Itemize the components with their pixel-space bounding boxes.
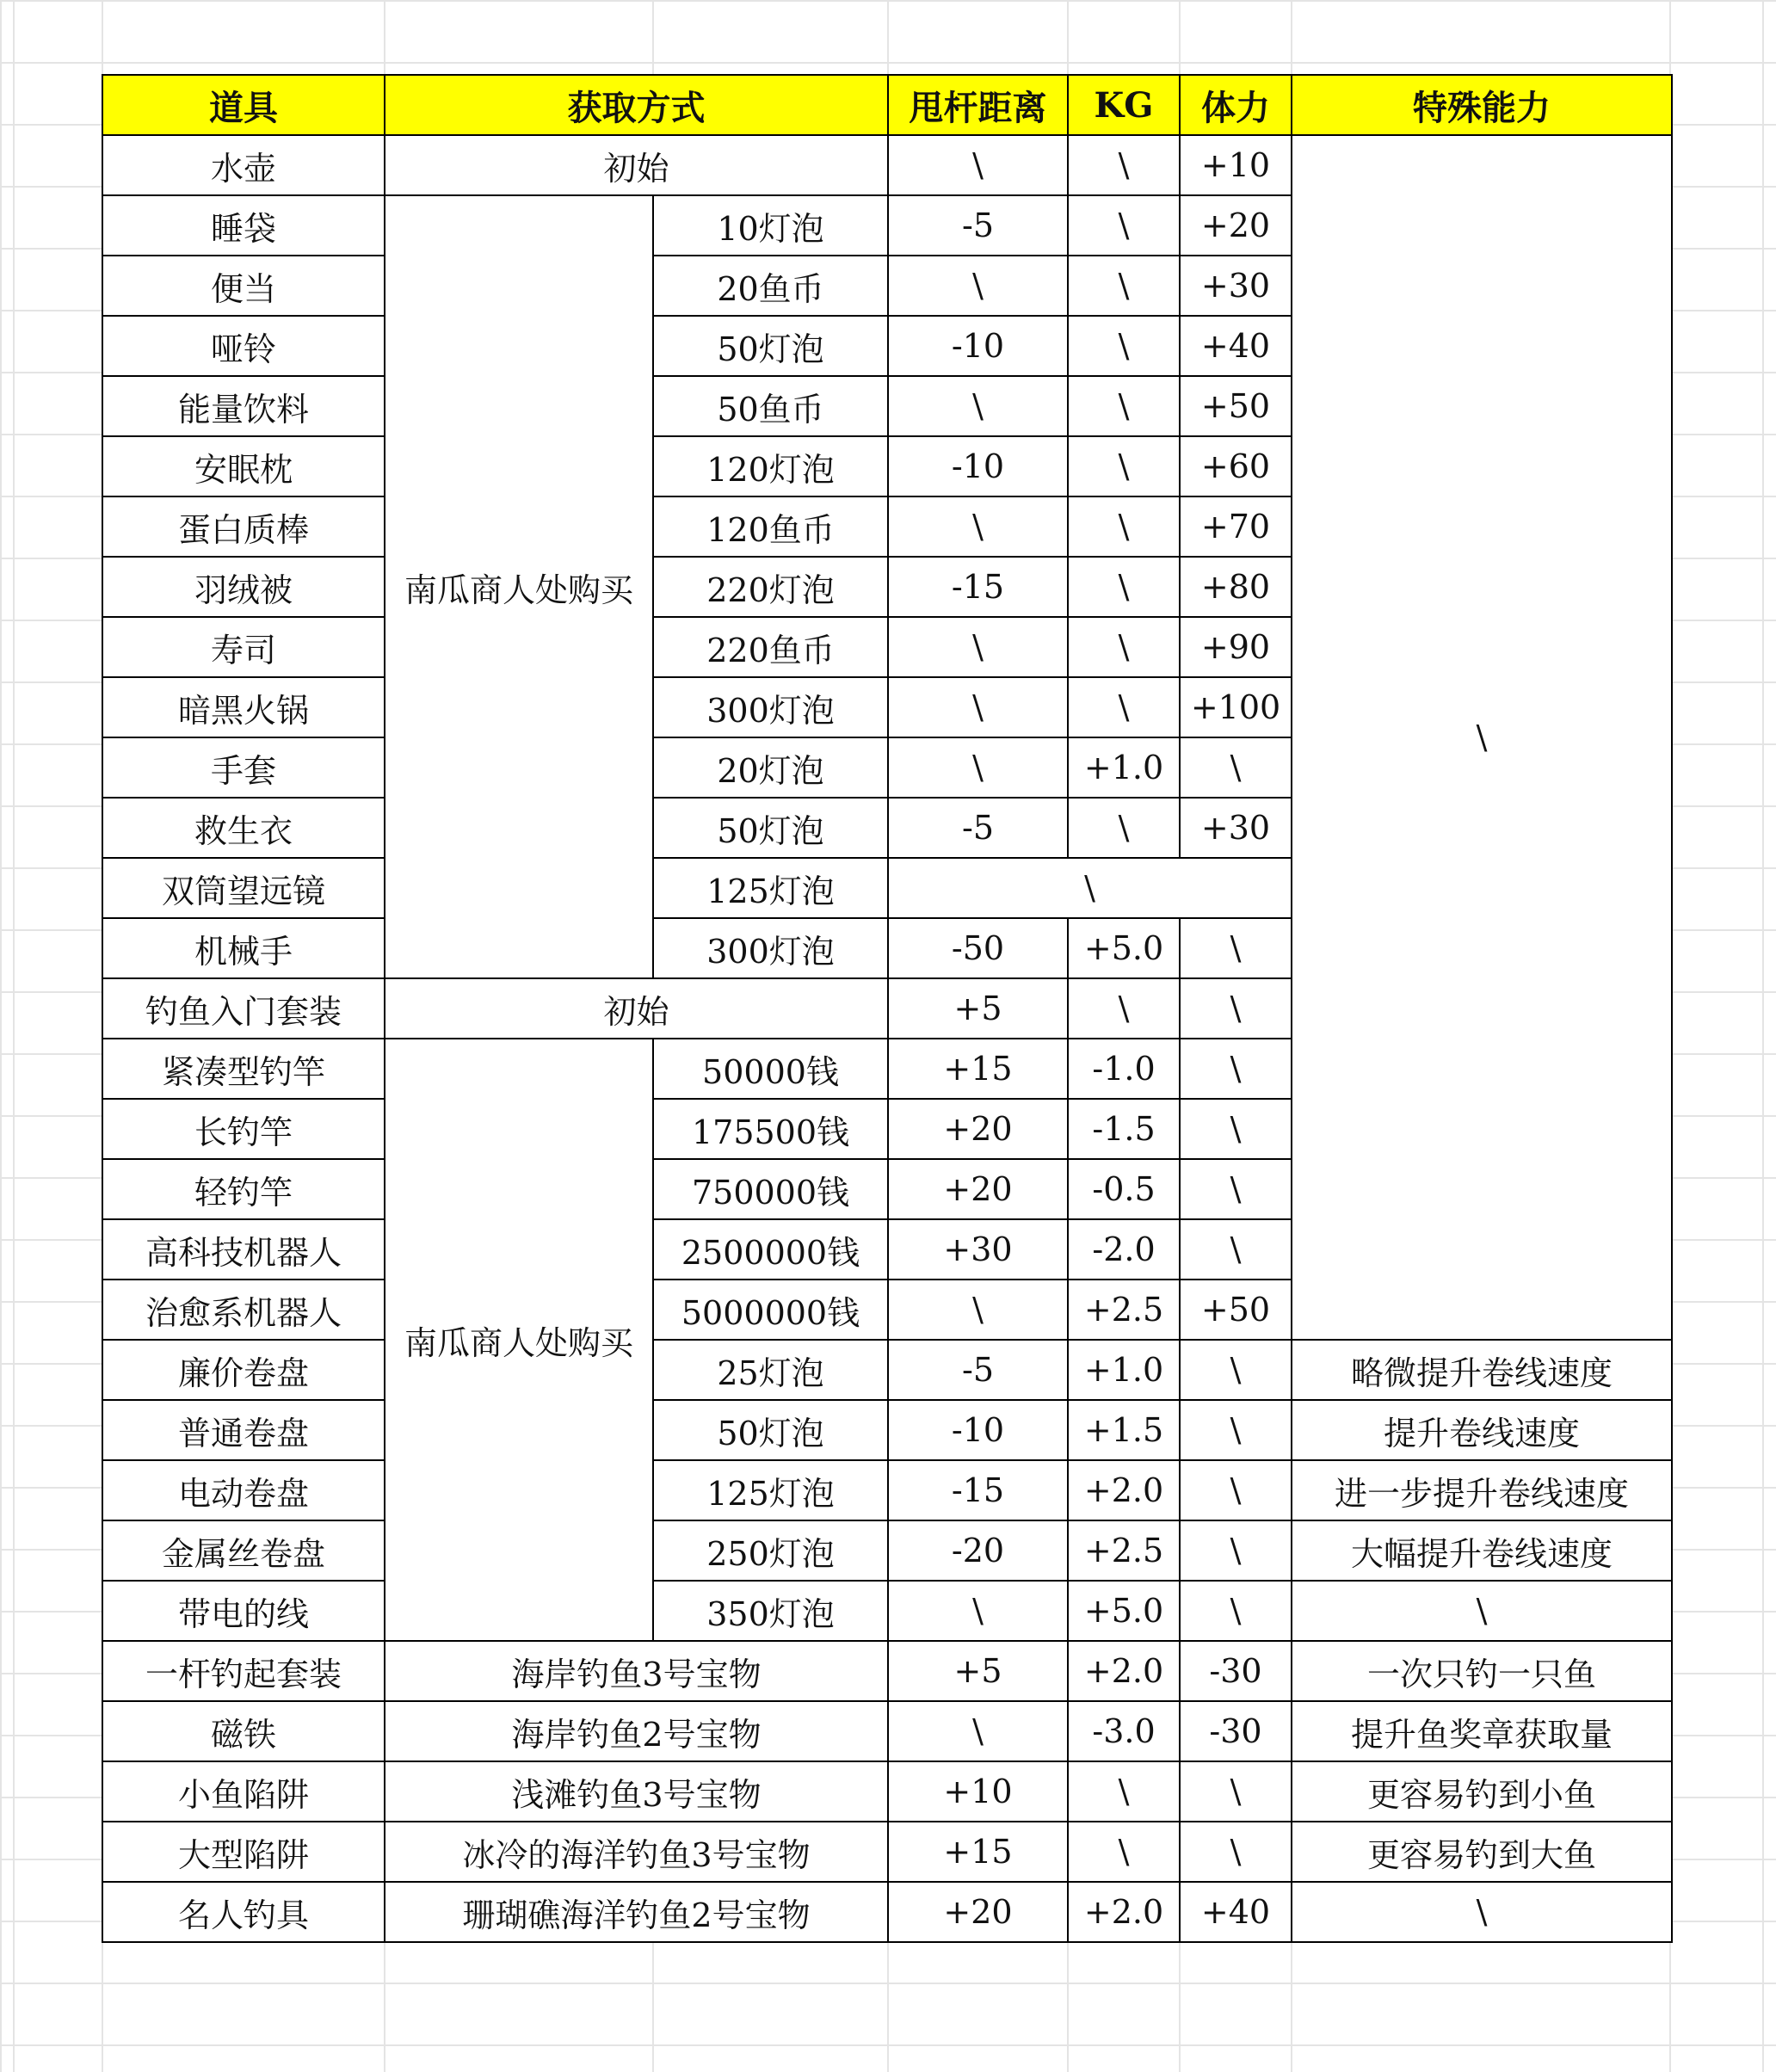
price-cell[interactable]: 220灯泡	[653, 557, 888, 617]
header-row	[102, 75, 1672, 135]
price-cell[interactable]: 300灯泡	[653, 918, 888, 978]
cast-cell[interactable]: \	[888, 617, 1068, 677]
kg-cell[interactable]: -1.5	[1068, 1099, 1180, 1159]
cast-cell[interactable]: -5	[888, 195, 1068, 256]
stamina-cell[interactable]: \	[1180, 1340, 1292, 1400]
stamina-cell[interactable]: +10	[1180, 135, 1292, 195]
price-cell[interactable]: 120鱼币	[653, 496, 888, 557]
price-cell[interactable]: 20鱼币	[653, 256, 888, 316]
stamina-cell[interactable]: +60	[1180, 436, 1292, 496]
kg-cell[interactable]: \	[1068, 316, 1180, 376]
kg-cell[interactable]: \	[1068, 677, 1180, 737]
price-cell[interactable]: 750000钱	[653, 1159, 888, 1219]
stamina-cell[interactable]: \	[1180, 737, 1292, 798]
item-cell[interactable]: 救生衣	[102, 798, 385, 858]
header-item[interactable]: 道具	[102, 75, 385, 135]
cast-cell[interactable]: \	[888, 677, 1068, 737]
kg-cell[interactable]: +2.0	[1068, 1641, 1180, 1701]
acquire-cell[interactable]: 珊瑚礁海洋钓鱼2号宝物	[385, 1882, 888, 1942]
stamina-cell[interactable]: \	[1180, 1039, 1292, 1099]
cast-cell[interactable]: \	[888, 496, 1068, 557]
price-cell[interactable]: 2500000钱	[653, 1219, 888, 1280]
kg-cell[interactable]: \	[1068, 496, 1180, 557]
table-row	[102, 1761, 1672, 1822]
item-cell[interactable]: 寿司	[102, 617, 385, 677]
stamina-cell[interactable]: +50	[1180, 1280, 1292, 1340]
item-cell[interactable]: 小鱼陷阱	[102, 1761, 385, 1822]
kg-cell[interactable]: +1.0	[1068, 1340, 1180, 1400]
item-cell[interactable]: 金属丝卷盘	[102, 1520, 385, 1581]
cast-cell[interactable]: -15	[888, 1460, 1068, 1520]
cast-cell[interactable]: +20	[888, 1099, 1068, 1159]
item-cell[interactable]: 机械手	[102, 918, 385, 978]
table-row	[102, 1460, 1672, 1520]
acquire-merged-cell[interactable]: 南瓜商人处购买	[385, 1039, 653, 1641]
item-cell[interactable]: 蛋白质棒	[102, 496, 385, 557]
item-cell[interactable]: 安眠枕	[102, 436, 385, 496]
cast-cell[interactable]: \	[888, 1701, 1068, 1761]
items-table	[102, 74, 1673, 1943]
stamina-cell[interactable]: \	[1180, 1159, 1292, 1219]
kg-cell[interactable]: \	[1068, 798, 1180, 858]
kg-cell[interactable]: +2.5	[1068, 1520, 1180, 1581]
cast-cell[interactable]: +10	[888, 1761, 1068, 1822]
sheet-gridline	[1762, 0, 1764, 2072]
stamina-cell[interactable]: +20	[1180, 195, 1292, 256]
item-cell[interactable]: 暗黑火锅	[102, 677, 385, 737]
header-cast-distance[interactable]: 甩杆距离	[888, 75, 1068, 135]
item-cell[interactable]: 双筒望远镜	[102, 858, 385, 918]
table-row	[102, 1882, 1672, 1942]
price-cell[interactable]: 220鱼币	[653, 617, 888, 677]
sheet-gridline	[13, 0, 15, 2072]
item-cell[interactable]: 电动卷盘	[102, 1460, 385, 1520]
ability-cell[interactable]: \	[1292, 1581, 1672, 1641]
table-row	[102, 1581, 1672, 1641]
table-row	[102, 1822, 1672, 1882]
ability-merged-cell[interactable]: \	[1292, 135, 1672, 1340]
price-cell[interactable]: 125灯泡	[653, 1460, 888, 1520]
price-cell[interactable]: 300灯泡	[653, 677, 888, 737]
kg-cell[interactable]: \	[1068, 195, 1180, 256]
price-cell[interactable]: 5000000钱	[653, 1280, 888, 1340]
price-cell[interactable]: 50灯泡	[653, 316, 888, 376]
cast-cell[interactable]: \	[888, 1581, 1068, 1641]
item-cell[interactable]: 轻钓竿	[102, 1159, 385, 1219]
price-cell[interactable]: 50000钱	[653, 1039, 888, 1099]
cast-cell[interactable]: \	[888, 1280, 1068, 1340]
stamina-cell[interactable]: +30	[1180, 256, 1292, 316]
ability-cell[interactable]: 提升卷线速度	[1292, 1400, 1672, 1460]
acquire-merged-cell[interactable]: 南瓜商人处购买	[385, 195, 653, 978]
table-row	[102, 1701, 1672, 1761]
stamina-cell[interactable]: \	[1180, 1761, 1292, 1822]
price-cell[interactable]: 350灯泡	[653, 1581, 888, 1641]
ability-cell[interactable]: 一次只钓一只鱼	[1292, 1641, 1672, 1701]
cast-cell[interactable]: +20	[888, 1882, 1068, 1942]
ability-cell[interactable]: 略微提升卷线速度	[1292, 1340, 1672, 1400]
item-cell[interactable]: 钓鱼入门套装	[102, 978, 385, 1039]
item-cell[interactable]: 高科技机器人	[102, 1219, 385, 1280]
kg-cell[interactable]: \	[1068, 376, 1180, 436]
cast-cell[interactable]: +5	[888, 978, 1068, 1039]
item-cell[interactable]: 睡袋	[102, 195, 385, 256]
cast-cell[interactable]: \	[888, 256, 1068, 316]
header-special-ability[interactable]: 特殊能力	[1292, 75, 1672, 135]
item-cell[interactable]: 哑铃	[102, 316, 385, 376]
item-cell[interactable]: 大型陷阱	[102, 1822, 385, 1882]
kg-cell[interactable]: \	[1068, 135, 1180, 195]
item-cell[interactable]: 羽绒被	[102, 557, 385, 617]
stamina-cell[interactable]: +100	[1180, 677, 1292, 737]
cast-cell[interactable]: -5	[888, 1340, 1068, 1400]
kg-cell[interactable]: +5.0	[1068, 1581, 1180, 1641]
kg-cell[interactable]: \	[1068, 617, 1180, 677]
item-cell[interactable]: 普通卷盘	[102, 1400, 385, 1460]
cast-cell[interactable]: -50	[888, 918, 1068, 978]
ability-cell[interactable]: 更容易钓到小鱼	[1292, 1761, 1672, 1822]
kg-cell[interactable]: +2.5	[1068, 1280, 1180, 1340]
stamina-cell[interactable]: +90	[1180, 617, 1292, 677]
cast-cell[interactable]: +5	[888, 1641, 1068, 1701]
cast-cell[interactable]: -20	[888, 1520, 1068, 1581]
stamina-cell[interactable]: +80	[1180, 557, 1292, 617]
kg-cell[interactable]: \	[1068, 978, 1180, 1039]
acquire-cell[interactable]: 海岸钓鱼2号宝物	[385, 1701, 888, 1761]
price-cell[interactable]: 25灯泡	[653, 1340, 888, 1400]
table-row	[102, 1520, 1672, 1581]
stamina-cell[interactable]: \	[1180, 1460, 1292, 1520]
ability-cell[interactable]: 更容易钓到大鱼	[1292, 1822, 1672, 1882]
kg-cell[interactable]: +5.0	[1068, 918, 1180, 978]
acquire-cell[interactable]: 初始	[385, 978, 888, 1039]
price-cell[interactable]: 175500钱	[653, 1099, 888, 1159]
stamina-cell[interactable]: \	[1180, 1520, 1292, 1581]
kg-cell[interactable]: +1.5	[1068, 1400, 1180, 1460]
item-cell[interactable]: 水壶	[102, 135, 385, 195]
stamina-cell[interactable]: -30	[1180, 1701, 1292, 1761]
stats-merged-cell[interactable]: \	[888, 858, 1292, 918]
price-cell[interactable]: 50灯泡	[653, 798, 888, 858]
kg-cell[interactable]: +2.0	[1068, 1882, 1180, 1942]
cast-cell[interactable]: -10	[888, 316, 1068, 376]
acquire-cell[interactable]: 初始	[385, 135, 888, 195]
cast-cell[interactable]: \	[888, 135, 1068, 195]
price-cell[interactable]: 120灯泡	[653, 436, 888, 496]
stamina-cell[interactable]: \	[1180, 1219, 1292, 1280]
item-cell[interactable]: 一杆钓起套装	[102, 1641, 385, 1701]
price-cell[interactable]: 10灯泡	[653, 195, 888, 256]
stamina-cell[interactable]: \	[1180, 1400, 1292, 1460]
kg-cell[interactable]: \	[1068, 256, 1180, 316]
cast-cell[interactable]: +15	[888, 1822, 1068, 1882]
ability-cell[interactable]: \	[1292, 1882, 1672, 1942]
acquire-cell[interactable]: 冰冷的海洋钓鱼3号宝物	[385, 1822, 888, 1882]
table-row	[102, 135, 1672, 195]
price-cell[interactable]: 50鱼币	[653, 376, 888, 436]
item-cell[interactable]: 紧凑型钓竿	[102, 1039, 385, 1099]
cast-cell[interactable]: +20	[888, 1159, 1068, 1219]
table-row	[102, 1400, 1672, 1460]
kg-cell[interactable]: -2.0	[1068, 1219, 1180, 1280]
stamina-cell[interactable]: +30	[1180, 798, 1292, 858]
ability-cell[interactable]: 进一步提升卷线速度	[1292, 1460, 1672, 1520]
item-cell[interactable]: 带电的线	[102, 1581, 385, 1641]
stamina-cell[interactable]: \	[1180, 1099, 1292, 1159]
kg-cell[interactable]: \	[1068, 436, 1180, 496]
kg-cell[interactable]: +1.0	[1068, 737, 1180, 798]
cast-cell[interactable]: -10	[888, 436, 1068, 496]
stamina-cell[interactable]: \	[1180, 918, 1292, 978]
stamina-cell[interactable]: \	[1180, 1822, 1292, 1882]
item-cell[interactable]: 廉价卷盘	[102, 1340, 385, 1400]
kg-cell[interactable]: -3.0	[1068, 1701, 1180, 1761]
kg-cell[interactable]: \	[1068, 557, 1180, 617]
acquire-cell[interactable]: 海岸钓鱼3号宝物	[385, 1641, 888, 1701]
price-cell[interactable]: 50灯泡	[653, 1400, 888, 1460]
item-cell[interactable]: 手套	[102, 737, 385, 798]
stamina-cell[interactable]: +50	[1180, 376, 1292, 436]
cast-cell[interactable]: +15	[888, 1039, 1068, 1099]
kg-cell[interactable]: -1.0	[1068, 1039, 1180, 1099]
item-cell[interactable]: 磁铁	[102, 1701, 385, 1761]
price-cell[interactable]: 20灯泡	[653, 737, 888, 798]
header-acquire[interactable]: 获取方式	[385, 75, 888, 135]
price-cell[interactable]: 125灯泡	[653, 858, 888, 918]
price-cell[interactable]: 250灯泡	[653, 1520, 888, 1581]
cast-cell[interactable]: \	[888, 737, 1068, 798]
header-stamina[interactable]: 体力	[1180, 75, 1292, 135]
header-kg[interactable]: KG	[1068, 75, 1180, 135]
stamina-cell[interactable]: +40	[1180, 316, 1292, 376]
stamina-cell[interactable]: +40	[1180, 1882, 1292, 1942]
stamina-cell[interactable]: +70	[1180, 496, 1292, 557]
ability-cell[interactable]: 提升鱼奖章获取量	[1292, 1701, 1672, 1761]
item-cell[interactable]: 名人钓具	[102, 1882, 385, 1942]
item-cell[interactable]: 长钓竿	[102, 1099, 385, 1159]
item-cell[interactable]: 便当	[102, 256, 385, 316]
kg-cell[interactable]: +2.0	[1068, 1460, 1180, 1520]
item-cell[interactable]: 能量饮料	[102, 376, 385, 436]
stamina-cell[interactable]: \	[1180, 978, 1292, 1039]
table-row	[102, 1641, 1672, 1701]
table-row	[102, 1340, 1672, 1400]
kg-cell[interactable]: -0.5	[1068, 1159, 1180, 1219]
ability-cell[interactable]: 大幅提升卷线速度	[1292, 1520, 1672, 1581]
cast-cell[interactable]: -5	[888, 798, 1068, 858]
cast-cell[interactable]: -15	[888, 557, 1068, 617]
kg-cell[interactable]: \	[1068, 1822, 1180, 1882]
acquire-cell[interactable]: 浅滩钓鱼3号宝物	[385, 1761, 888, 1822]
item-cell[interactable]: 治愈系机器人	[102, 1280, 385, 1340]
cast-cell[interactable]: \	[888, 376, 1068, 436]
cast-cell[interactable]: -10	[888, 1400, 1068, 1460]
cast-cell[interactable]: +30	[888, 1219, 1068, 1280]
stamina-cell[interactable]: -30	[1180, 1641, 1292, 1701]
stamina-cell[interactable]: \	[1180, 1581, 1292, 1641]
kg-cell[interactable]: \	[1068, 1761, 1180, 1822]
